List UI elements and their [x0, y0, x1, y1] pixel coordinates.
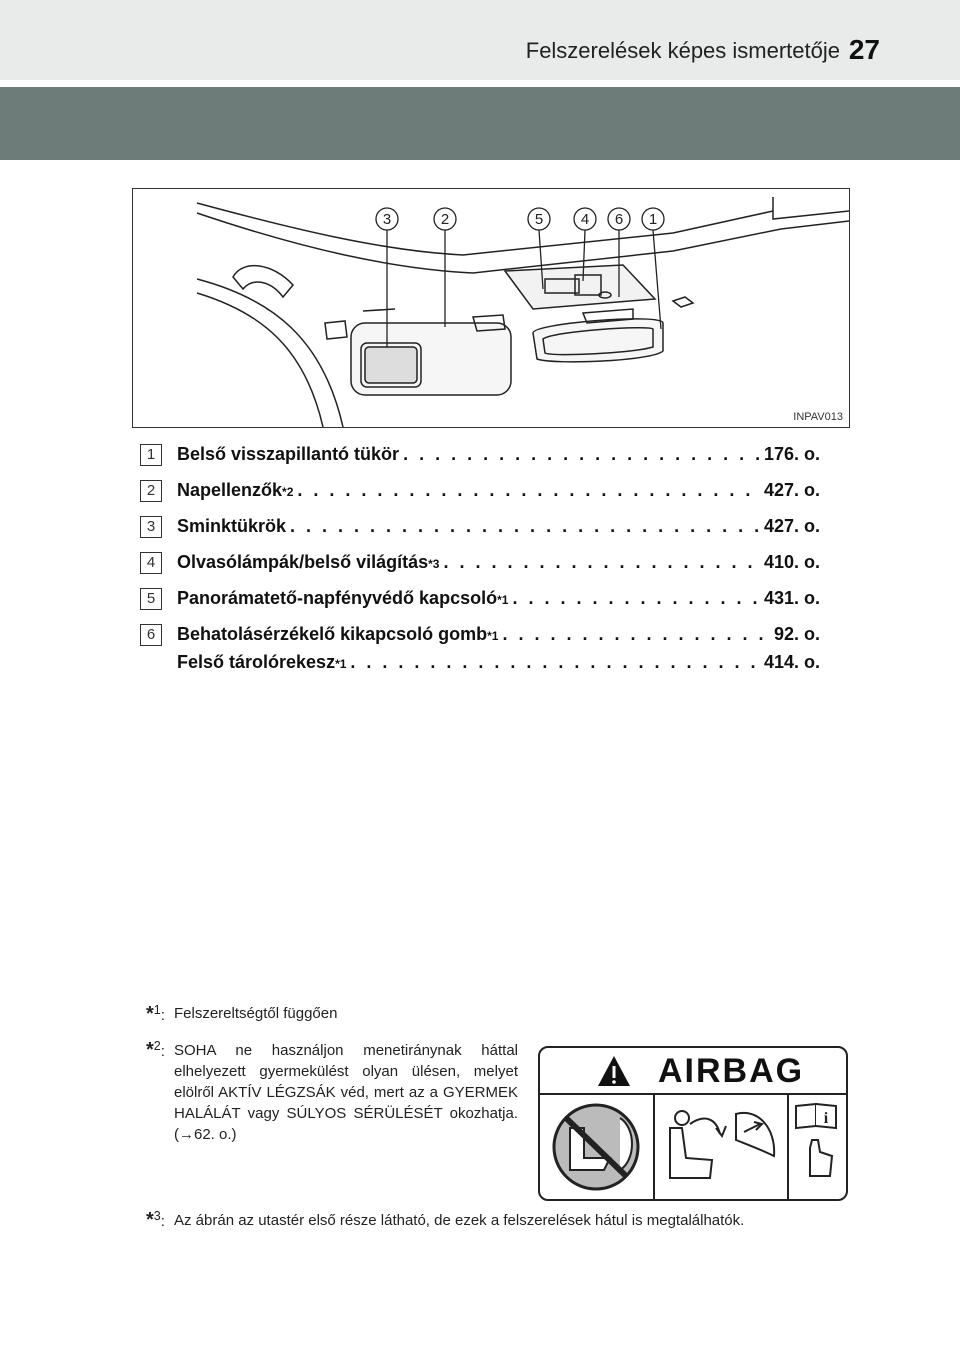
callout-2: 2 [440, 211, 450, 228]
interior-illustration [133, 189, 849, 427]
callout-1: 1 [648, 211, 658, 228]
item-footnote-ref: *1 [497, 593, 509, 607]
dot-leader [297, 480, 760, 501]
callout-4: 4 [580, 211, 590, 228]
figure-code: INPAV013 [793, 411, 843, 423]
dot-leader [502, 624, 770, 645]
item-label: Sminktükrök [177, 516, 287, 536]
footnote-asterisk: * [146, 1003, 154, 1025]
callout-3: 3 [382, 211, 392, 228]
page-number: 27 [848, 34, 880, 65]
page-reference[interactable]: 92. o. [773, 624, 820, 644]
footnote-number: 3 [153, 1209, 161, 1223]
footnote-text: SOHA ne használjon menetiránynak háttal elhelyezett gyermekülést olyan ülésen, melyet elölről AKTÍV LÉGZSÁK véd, mert az a GYERMEK HALÁLÁT vagy SÚLYOS SÉRÜLÉSÉT okozhatja. (→62. o.) [174, 1042, 518, 1143]
item-number: 1 [140, 444, 162, 466]
page-title: Felszerelések képes ismertetője [525, 38, 840, 63]
airbag-title: AIRBAG [658, 1052, 805, 1090]
dot-leader [443, 552, 760, 573]
item-footnote-ref: *1 [335, 657, 347, 671]
section-band [0, 87, 960, 160]
footnote-2: *$^2$: SOHA ne használjon menetiránynak háttal elhelyezett gyermekülést olyan ülésen, melyet elölről AKTÍV LÉGZSÁK véd, mert az a GYERMEK HALÁLÁT vagy SÚLYOS SÉRÜLÉSÉT okozhatja. (→62. o.) [146, 1039, 518, 1143]
footnote-1: *$^1$: Felszereltségtől függően [146, 1003, 338, 1025]
item-footnote-ref: *1 [487, 629, 499, 643]
footnote-number: 1 [153, 1003, 161, 1017]
page-reference[interactable]: 427. o. [763, 480, 820, 500]
item-label: Belső visszapillantó tükör [177, 444, 400, 464]
item-label: Olvasólámpák/belső világítás [177, 552, 429, 572]
manual-info-icon [796, 1104, 836, 1176]
footnote-asterisk: * [146, 1209, 154, 1231]
list-item [140, 648, 820, 682]
page-reference[interactable]: 431. o. [763, 588, 820, 608]
item-number: 3 [140, 516, 162, 538]
list-item [140, 584, 820, 618]
page-reference[interactable]: 414. o. [763, 652, 820, 672]
item-number: 2 [140, 480, 162, 502]
list-item [140, 440, 820, 474]
list-item [140, 512, 820, 546]
page-reference[interactable]: 410. o. [763, 552, 820, 572]
dot-leader [350, 652, 760, 673]
callout-6: 6 [614, 211, 624, 228]
item-label: Panorámatető-napfényvédő kapcsoló [177, 588, 498, 608]
dot-leader [512, 588, 760, 609]
footnote-number: 2 [153, 1039, 161, 1053]
list-item [140, 548, 820, 582]
page-reference[interactable]: 176. o. [763, 444, 820, 464]
airbag-warning-label [538, 1046, 848, 1201]
dot-leader [403, 444, 760, 465]
callout-5: 5 [534, 211, 544, 228]
footnote-text: Felszereltségtől függően [174, 1005, 338, 1022]
item-label: Felső tárolórekesz [177, 652, 336, 672]
footnote-3: *$^3$: Az ábrán az utastér első része látható, de ezek a felszerelések hátul is megtalálhatók. [146, 1206, 836, 1256]
item-number: 4 [140, 552, 162, 574]
svg-text:i: i [823, 1110, 829, 1127]
page-reference[interactable]: 427. o. [763, 516, 820, 536]
dot-leader [290, 516, 760, 537]
item-list [140, 440, 820, 684]
item-footnote-ref: *2 [282, 485, 294, 499]
airbag-deploy-icon [670, 1111, 774, 1178]
footnote-asterisk: * [146, 1039, 154, 1061]
item-number: 5 [140, 588, 162, 610]
list-item [140, 476, 820, 510]
footnote-text: Az ábrán az utastér első része látható, de ezek a felszerelések hátul is megtalálhatók. [174, 1212, 745, 1229]
item-footnote-ref: *3 [428, 557, 440, 571]
interior-figure [132, 188, 850, 428]
item-label: Napellenzők [177, 480, 283, 500]
item-label: Behatolásérzékelő kikapcsoló gomb [177, 624, 488, 644]
item-number: 6 [140, 624, 162, 646]
no-child-seat-icon [554, 1105, 638, 1189]
